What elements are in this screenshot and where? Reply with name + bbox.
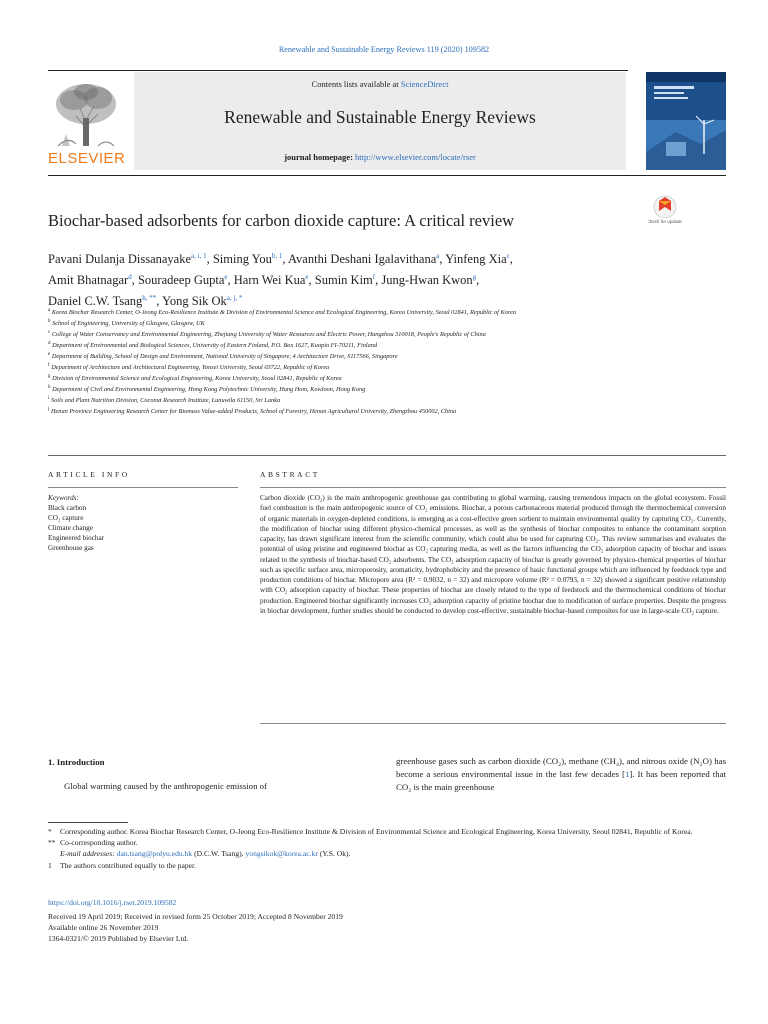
journal-homepage — [134, 152, 626, 162]
email-link[interactable]: dan.tsang@polyu.edu.hk — [116, 849, 193, 859]
affiliation: $^e$ Department of Building, School of Design and Environment, National University of Singapore, 4 Architecture Drive, S117566, Singapore — [48, 352, 398, 361]
contents-line — [134, 79, 626, 89]
affiliation: $^a$ Korea Biochar Research Center, O-Jeong Eco-Resilience Institute & Division of Environmental Science and Ecological Engineering, Korea University, Seoul 02841, Republic of Korea — [48, 308, 516, 317]
author[interactable]: Sumin Kim$^f$, — [314, 273, 382, 287]
affiliation: $^i$ Soils and Plant Nutrition Division, Coconut Research Institute, Lunuwila 61150, Sri Lanka — [48, 396, 281, 405]
keywords-label: Keywords: — [48, 494, 79, 502]
date-line: Received 19 April 2019; Received in revised form 25 October 2019; Accepted 8 November 2019 — [48, 912, 343, 921]
footnotes — [48, 826, 726, 871]
keyword: Climate change — [48, 524, 93, 533]
footnote: 1 The authors contributed equally to the paper. — [48, 860, 197, 870]
affiliation: $^b$ School of Engineering, University of Glasgow, Glasgow, UK — [48, 319, 205, 328]
author[interactable]: Pavani Dulanja Dissanayake$^{a, i, 1}$, — [48, 252, 213, 266]
abstract-heading: ABSTRACT — [260, 470, 320, 479]
author[interactable]: Souradeep Gupta$^e$, — [137, 273, 234, 287]
keyword: CO₂ capture — [48, 514, 84, 523]
author[interactable]: Avanthi Deshani Igalavithana$^a$, — [287, 252, 446, 266]
reference-link[interactable]: 1 — [624, 769, 630, 779]
journal-cover-image[interactable] — [646, 72, 726, 170]
abstract-bottom-rule — [260, 723, 726, 724]
journal-title: Renewable and Sustainable Energy Reviews — [224, 107, 536, 127]
contents-prefix: Contents lists available at — [311, 79, 401, 89]
check-updates-icon — [648, 193, 682, 231]
publisher-logo-text: ELSEVIER — [48, 150, 126, 167]
footnote-rule — [48, 822, 128, 823]
article-info-heading: ARTICLE INFO — [48, 470, 130, 479]
homepage-link[interactable]: http://www.elsevier.com/locate/rser — [355, 152, 476, 162]
intro-column-2: greenhouse gases such as carbon dioxide (CO₂), methane (CH₄), and nitrous oxide (N₂O) has become a serious environmental issue in the last few decades [1]. It has been reported that CO₂ is the main greenhouse — [396, 756, 726, 792]
keyword: Engineered biochar — [48, 534, 105, 543]
author[interactable]: Yong Sik $Ok^{a, j, *}$ — [162, 294, 243, 308]
author[interactable]: Yinfeng Xia$^c$, — [445, 252, 513, 266]
affiliation: $^j$ Henan Province Engineering Research Center for Biomass Value-added Products, School of Forestry, Henan Agricultural University, Zhengzhou 450002, China — [48, 407, 457, 416]
journal-reference[interactable]: Renewable and Sustainable Energy Reviews 119 (2020) 109582 — [278, 45, 490, 54]
sciencedirect-link[interactable]: ScienceDirect — [400, 79, 449, 89]
intro-column-1: Global warming caused by the anthropogenic emission of — [64, 781, 268, 791]
affiliation: $^h$ Department of Civil and Environmental Engineering, Hong Kong Polytechnic University, Hung Hom, Kowloon, Hong Kong — [48, 385, 366, 394]
author[interactable]: Siming You$^{b, 1}$, — [212, 252, 288, 266]
keyword: Greenhouse gas — [48, 544, 94, 553]
top-rule — [48, 70, 628, 71]
author[interactable]: Jung-Hwan Kwon$^g$, — [381, 273, 480, 287]
article-title: Biochar-based adsorbents for carbon dioxide capture: A critical review — [48, 211, 515, 230]
affiliation: $^f$ Department of Architecture and Architectural Engineering, Yonsei University, Seoul 03722, Republic of Korea — [48, 363, 330, 372]
author[interactable]: Harn Wei Kua$^e$, — [233, 273, 315, 287]
author[interactable]: Daniel C.W. Tsang$^{h, **}$, — [48, 294, 163, 308]
article-info-top-rule — [48, 455, 726, 456]
keyword: Black carbon — [48, 504, 87, 513]
affiliation: $^g$ Division of Environmental Science and Ecological Engineering, Korea University, Seoul 02841, Republic of Korea — [48, 374, 342, 383]
keywords-block — [48, 493, 104, 554]
email-footnote: E-mail addresses: dan.tsang@polyu.edu.hk (D.C.W. Tsang), yongsikok@korea.ac.kr (Y.S. Ok). — [60, 849, 351, 859]
affiliations — [48, 307, 676, 417]
elsevier-tree-logo — [48, 78, 124, 148]
affiliation: $^d$ Department of Environmental and Biological Sciences, University of Eastern Finland, P.O. Box 1627, Kuopio FI-70211, Finland — [48, 341, 378, 350]
footnote: ** Co-corresponding author. — [48, 838, 138, 848]
check-for-updates-badge[interactable] — [648, 193, 682, 231]
homepage-label: journal homepage: — [284, 152, 356, 162]
abstract-rule — [260, 487, 726, 488]
author-list — [48, 247, 648, 310]
email-link[interactable]: yongsikok@korea.ac.kr — [245, 849, 318, 859]
date-line: Available online 26 November 2019 — [48, 923, 159, 933]
publication-dates — [48, 911, 726, 945]
footnote: * Corresponding author. Korea Biochar Research Center, O-Jeong Eco-Resilience Institute & Division of Environmental Science and Ecological Engineering, Korea University, Seoul 02841, Republic of Korea. — [48, 827, 693, 836]
header-bottom-rule — [48, 175, 726, 176]
check-updates-text: Check for updates — [648, 219, 682, 224]
author[interactable]: Amit Bhatnagar$^d$, — [48, 273, 138, 287]
abstract-text: Carbon dioxide (CO₂) is the main anthropogenic greenhouse gas contributing to global warming, causing tremendous impacts on the global ecosystem. Fossil fuel combustion is the main anthropogenic source of CO₂ emissions. Biochar, a porous carbonaceous material produced through the thermochemical conversion of organic materials in oxygen-depleted conditions, is emerging as a cost-effective green sorbent to maintain environmental quality by capturing CO₂. Currently, the modification of biochar using different physico-chemical processes, as well as the synthesis of biochar composites to enhance the contaminant sorption capacity, has drawn significant interest from the scientific community, which could also be used for capturing CO₂. This review summarises and evaluates the potential of using pristine and engineered biochar as CO₂ capturing media, as well as the factors influencing the CO₂ adsorption capacity of biochar and issues related to the synthesis of biochar-based CO₂ adsorbents. The CO₂ adsorption capacity of biochar is greatly governed by physico-chemical properties of biochar such as specific surface area, microporosity, aromaticity, hydrophobicity and the presence of basic functional groups which are influenced by feedstock type and production conditions of biochar. Micropore area (R² = 0.9032, n = 32) and micropore volume (R² = 0.0793, n = 32) showed a significant positive relationship with CO₂ adsorption capacity of biochar. These properties of biochar are closely related to the type of feedstock and the thermochemical conditions of biochar production. Engineered biochar significantly increases CO₂ adsorption capacity of pristine biochar due to modification of surface properties. Despite the progress in biochar development, further studies should be conducted to develop cost-effective, sustainable biochar-based composites for use in large-scale CO₂ capture. — [260, 494, 726, 615]
section-heading-introduction: 1. Introduction — [48, 757, 105, 767]
keywords-rule — [48, 487, 238, 488]
doi-link[interactable]: https://doi.org/10.1016/j.rser.2019.109582 — [48, 898, 177, 907]
copyright-line: 1364-0321/© 2019 Published by Elsevier Ltd. — [48, 934, 189, 944]
affiliation: $^c$ College of Water Conservancy and Environmental Engineering, Zhejiang University of Water Resources and Electric Power, Hangzhou 310018, People's Republic of China — [48, 330, 486, 339]
